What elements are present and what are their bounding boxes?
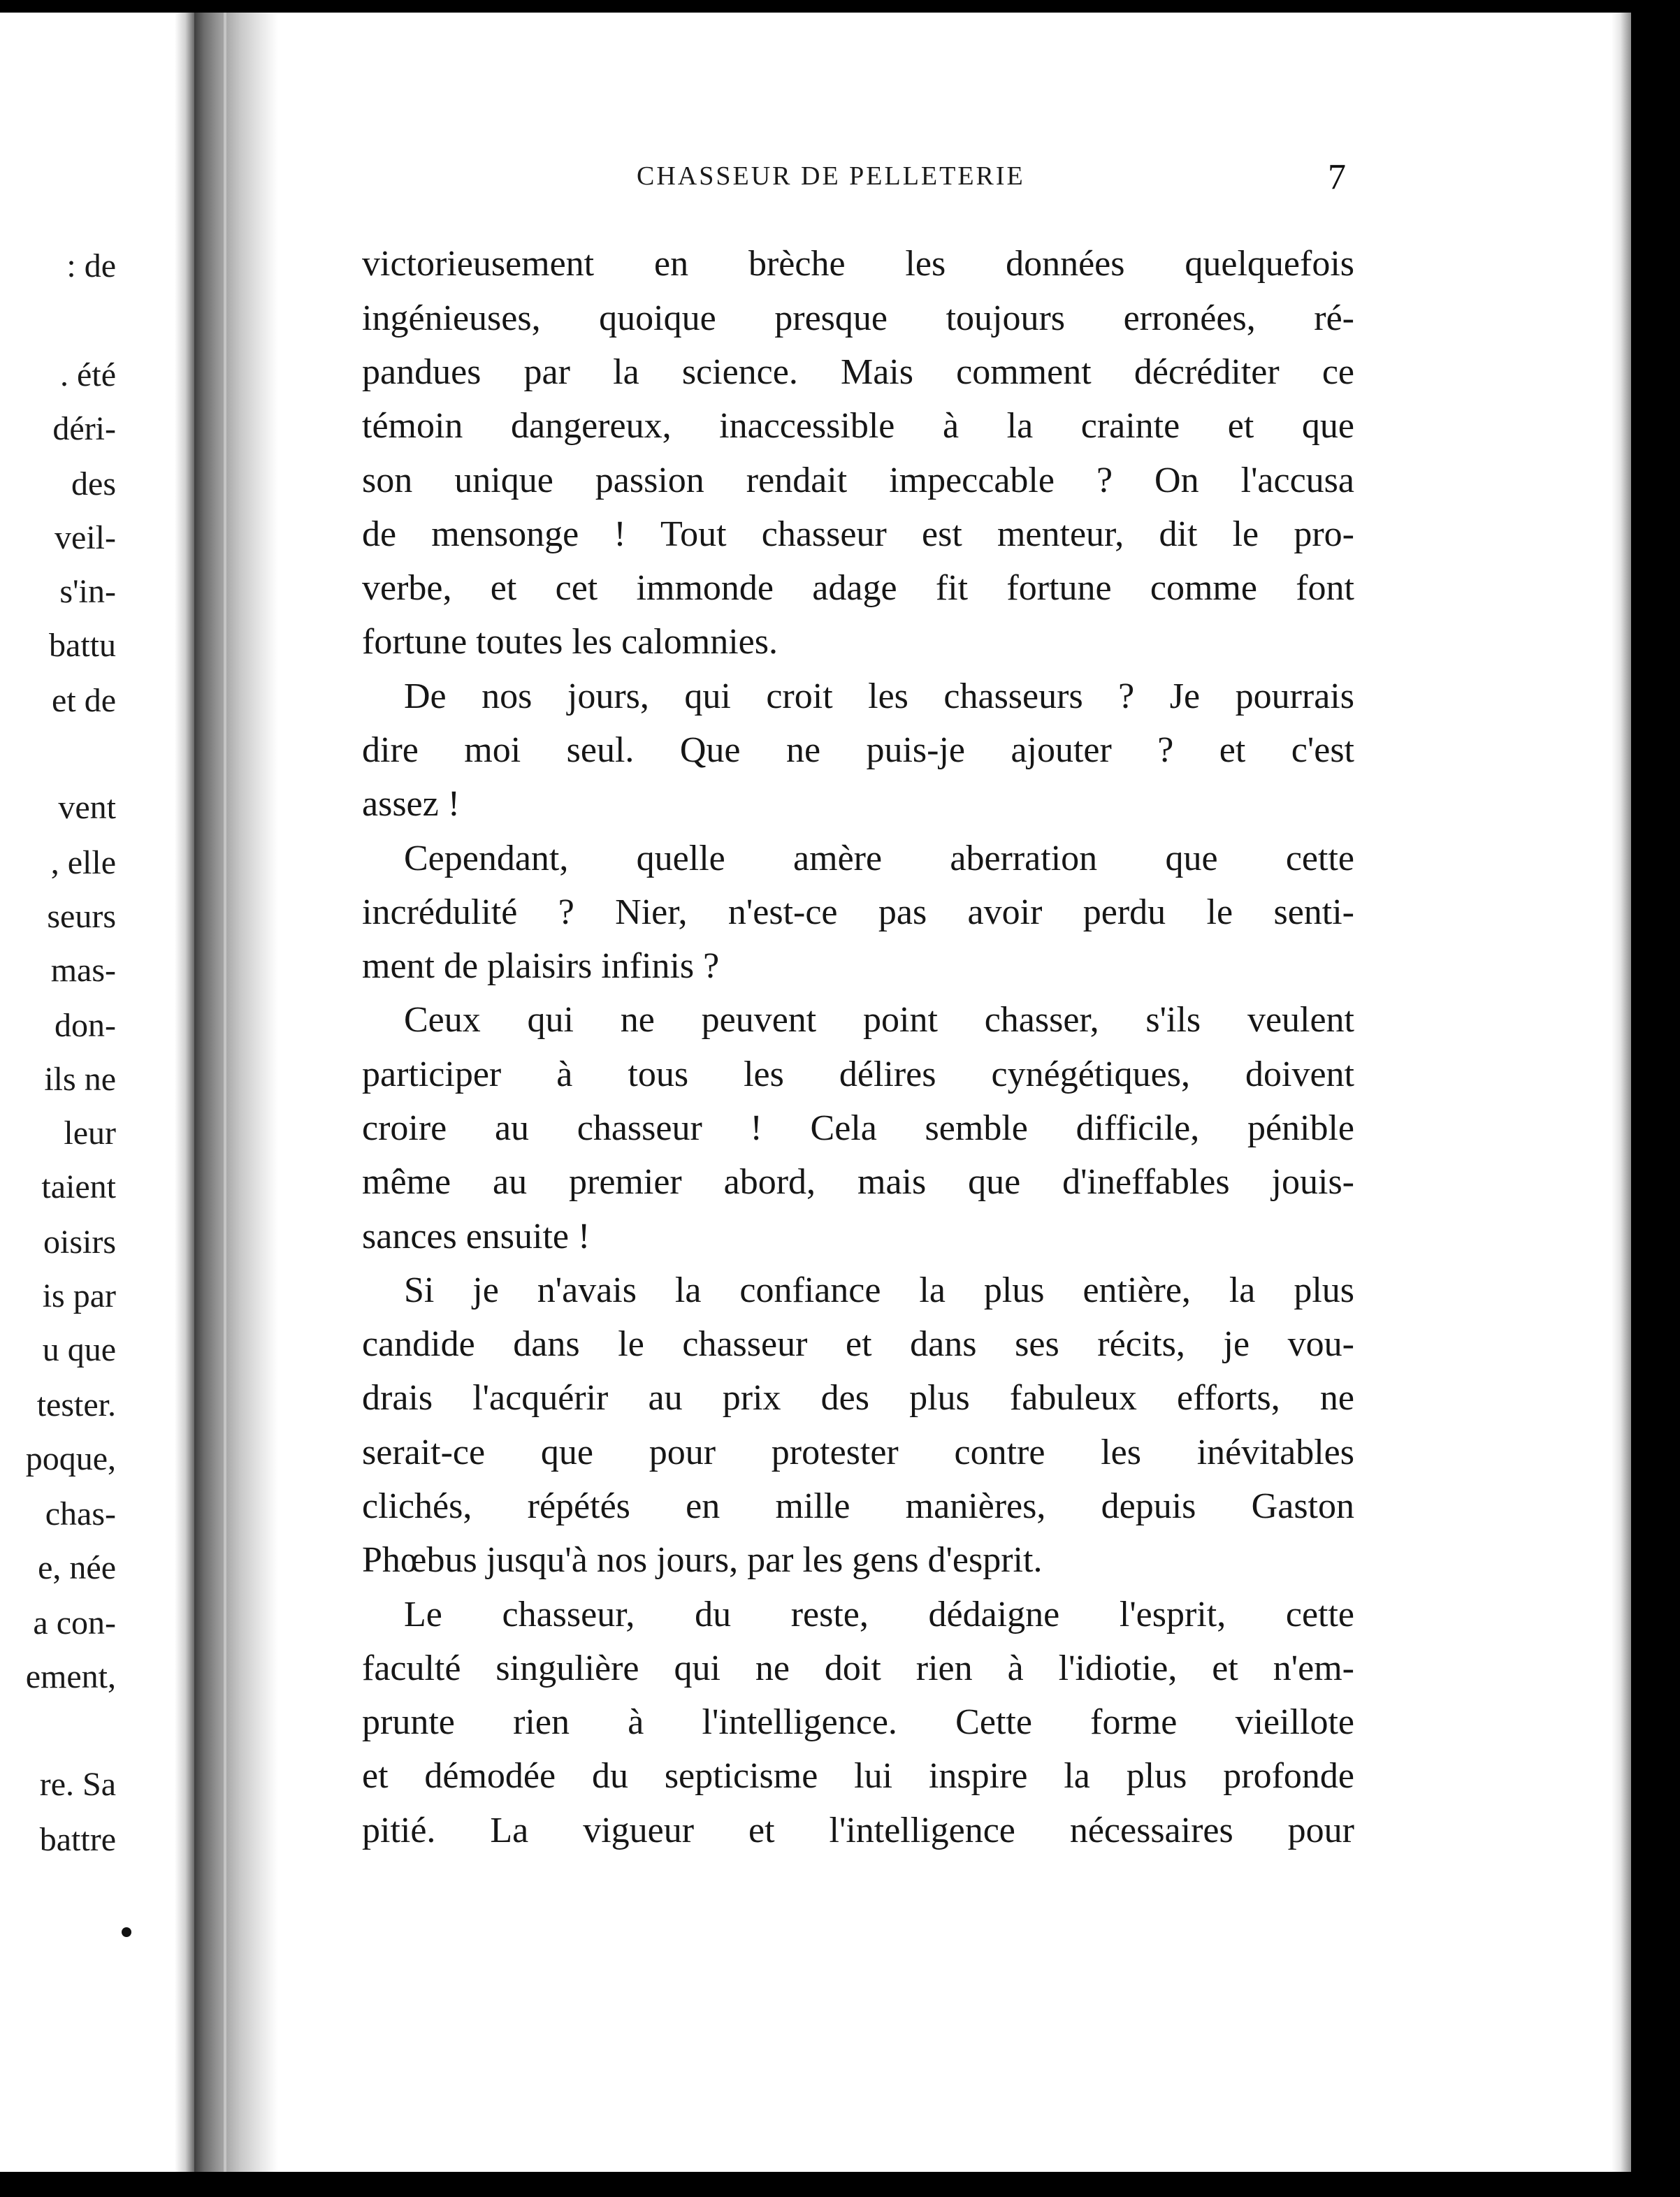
left-page-line: leur (64, 1115, 116, 1152)
text-line: pandues par la science. Mais comment décréditer ce (362, 352, 1354, 392)
paragraph-first-line: Le chasseur, du reste, dédaigne l'esprit, cette (404, 1595, 1354, 1634)
paragraph-first-line: Cependant, quelle amère aberration que cette (404, 839, 1354, 878)
text-line: verbe, et cet immonde adage fit fortune comme font (362, 568, 1354, 608)
text-line: et démodée du septicisme lui inspire la plus profonde (362, 1756, 1354, 1796)
left-page-line: battre (39, 1821, 116, 1858)
text-line: serait-ce que pour protester contre les inévitables (362, 1433, 1354, 1472)
text-line: drais l'acquérir au prix des plus fabuleux efforts, ne (362, 1378, 1354, 1418)
scan-border-top (0, 0, 1680, 13)
text-line: faculté singulière qui ne doit rien à l'idiotie, et n'em- (362, 1648, 1354, 1688)
scan-border-right (1631, 0, 1680, 2197)
text-line: ment de plaisirs infinis ? (362, 946, 720, 986)
text-line: incrédulité ? Nier, n'est-ce pas avoir perdu le senti- (362, 892, 1354, 932)
left-page-line: déri- (52, 410, 116, 447)
running-head: CHASSEUR DE PELLETERIE (637, 161, 1025, 191)
page-number: 7 (1328, 157, 1346, 197)
left-page-line: e, née (38, 1549, 116, 1586)
left-page-line: et de (52, 682, 116, 719)
left-page-line: battu (49, 627, 116, 664)
left-page-line: u que (42, 1331, 116, 1368)
left-page-line: taient (41, 1168, 116, 1205)
text-line: assez ! (362, 784, 461, 824)
paragraph-first-line: De nos jours, qui croit les chasseurs ? Je pourrais (404, 676, 1354, 716)
text-line: dire moi seul. Que ne puis-je ajouter ? et c'est (362, 730, 1354, 770)
text-line: participer à tous les délires cynégétiques, doivent (362, 1054, 1354, 1094)
left-page-line: veil- (55, 519, 116, 556)
left-page-line: . été (60, 356, 116, 393)
text-line: ingénieuses, quoique presque toujours erronées, ré- (362, 298, 1354, 338)
left-page-line: ement, (25, 1658, 116, 1695)
left-page-line: : de (66, 247, 116, 284)
text-line: de mensonge ! Tout chasseur est menteur, dit le pro- (362, 514, 1354, 554)
text-line: sances ensuite ! (362, 1217, 591, 1256)
left-page-edge (175, 13, 194, 2172)
text-line: fortune toutes les calomnies. (362, 622, 778, 662)
left-page-line: seurs (47, 898, 116, 935)
binding-gutter-shadow (194, 13, 278, 2172)
text-line: victorieusement en brèche les données quelquefois (362, 244, 1354, 284)
left-page-line: oisirs (43, 1224, 116, 1261)
left-page-line: poque, (25, 1440, 116, 1477)
left-page-line: s'in- (59, 573, 116, 610)
text-line: Phœbus jusqu'à nos jours, par les gens d'esprit. (362, 1540, 1043, 1580)
left-page-line: chas- (45, 1495, 116, 1532)
left-page-line: des (71, 465, 116, 502)
text-line: croire au chasseur ! Cela semble difficile, pénible (362, 1108, 1354, 1148)
left-facing-page (0, 13, 194, 2172)
gutter-highlight (224, 13, 226, 2172)
page-right-edge (1612, 13, 1631, 2172)
ink-speck (122, 1927, 131, 1937)
left-page-line: tester. (36, 1386, 116, 1423)
left-page-line: mas- (50, 952, 116, 989)
text-line: prunte rien à l'intelligence. Cette forme vieillote (362, 1702, 1354, 1742)
text-line: pitié. La vigueur et l'intelligence nécessaires pour (362, 1811, 1354, 1850)
left-page-line: don- (55, 1007, 116, 1044)
left-page-line: a con- (33, 1604, 116, 1641)
left-page-line: is par (42, 1277, 116, 1314)
text-line: même au premier abord, mais que d'ineffables jouis- (362, 1162, 1354, 1202)
paragraph-first-line: Ceux qui ne peuvent point chasser, s'ils veulent (404, 1000, 1354, 1040)
text-line: clichés, répétés en mille manières, depuis Gaston (362, 1486, 1354, 1526)
text-line: candide dans le chasseur et dans ses récits, je vou- (362, 1324, 1354, 1364)
scan-border-bottom (0, 2172, 1680, 2197)
paragraph-first-line: Si je n'avais la confiance la plus entière, la plus (404, 1270, 1354, 1310)
left-page-line: , elle (50, 844, 116, 881)
left-page-line: ils ne (44, 1061, 116, 1098)
left-page-line: re. Sa (39, 1766, 116, 1803)
text-line: témoin dangereux, inaccessible à la crainte et que (362, 406, 1354, 446)
left-page-line: vent (58, 789, 116, 826)
text-line: son unique passion rendait impeccable ? On l'accusa (362, 461, 1354, 500)
